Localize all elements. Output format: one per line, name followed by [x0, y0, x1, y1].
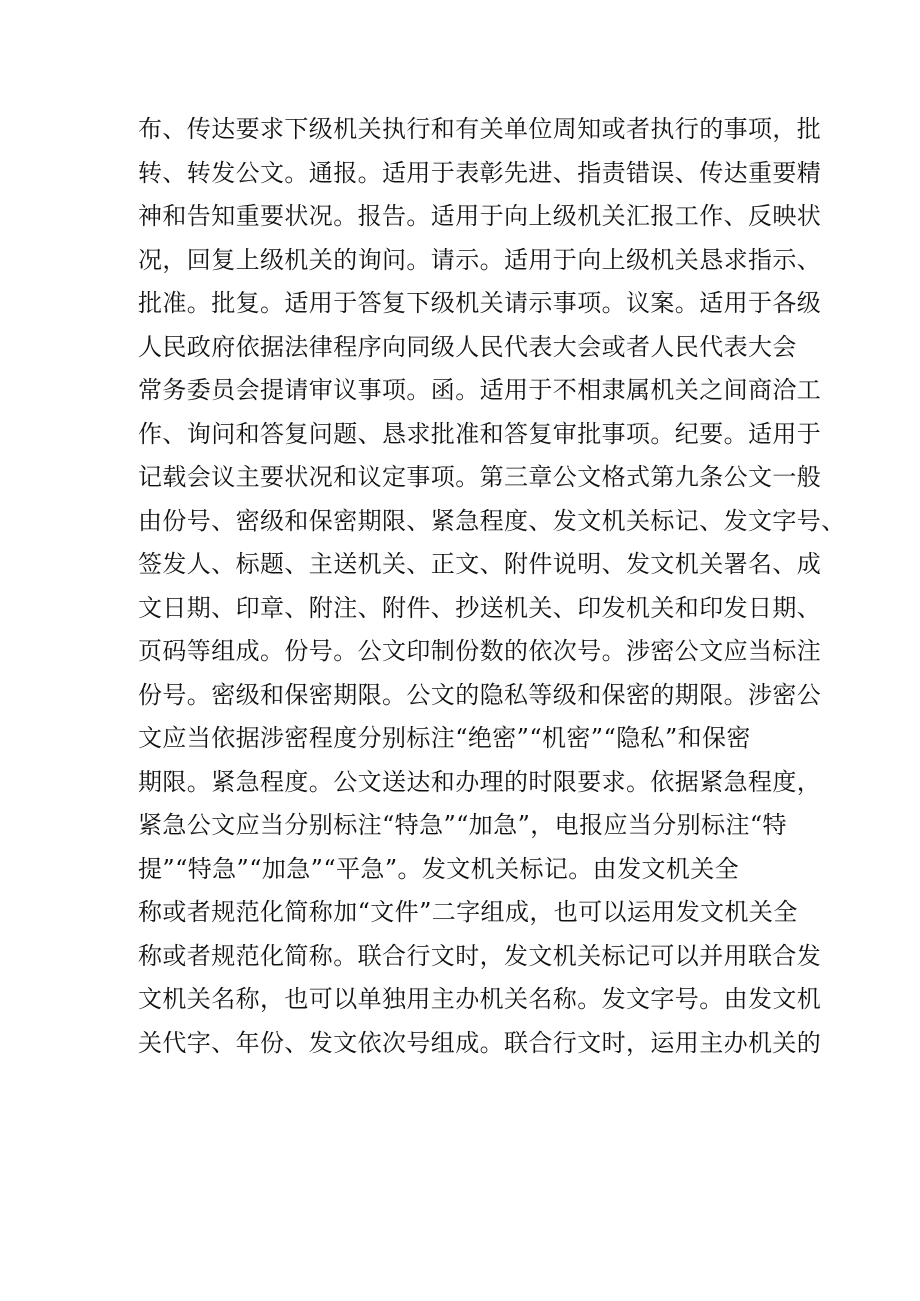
text-line: 布、传达要求下级机关执行和有关单位周知或者执行的事项，批 [138, 115, 822, 143]
text-line: 称或者规范化简称。联合行文时，发文机关标记可以并用联合发 [138, 941, 822, 970]
text-line: 文机关名称，也可以单独用主办机关名称。发文字号。由发文机 [138, 985, 822, 1013]
text-line: 称或者规范化简称加“文件”二字组成，也可以运用发文机关全 [138, 898, 798, 926]
text-line: 作、询问和答复问题、恳求批准和答复审批事项。纪要。适用于 [138, 419, 822, 448]
text-line: 文日期、印章、附注、附件、抄送机关、印发机关和印发日期、 [138, 593, 822, 622]
text-line: 提”“特急”“加急”“平急”。发文机关标记。由发文机关全 [138, 854, 740, 883]
text-line: 常务委员会提请审议事项。函。适用于不相隶属机关之间商洽工 [138, 376, 822, 404]
text-line: 记载会议主要状况和议定事项。第三章公文格式第九条公文一般 [138, 463, 822, 491]
body-text [138, 108, 846, 1065]
text-line: 关代字、年份、发文依次号组成。联合行文时，运用主办机关的 [138, 1028, 822, 1057]
text-line: 签发人、标题、主送机关、正文、附件说明、发文机关署名、成 [138, 550, 822, 578]
text-line: 页码等组成。份号。公文印制份数的依次号。涉密公文应当标注 [138, 637, 822, 665]
text-line: 批准。批复。适用于答复下级机关请示事项。议案。适用于各级 [138, 289, 822, 317]
text-line: 况，回复上级机关的询问。请示。适用于向上级机关恳求指示、 [138, 245, 822, 274]
text-line: 份号。密级和保密期限。公文的隐私等级和保密的期限。涉密公 [138, 680, 822, 709]
text-line: 紧急公文应当分别标注“特急”“加急”，电报应当分别标注“特 [138, 811, 787, 839]
text-line: 神和告知重要状况。报告。适用于向上级机关汇报工作、反映状 [138, 202, 822, 230]
text-line: 期限。紧急程度。公文送达和办理的时限要求。依据紧急程度， [138, 767, 822, 796]
text-line: 由份号、密级和保密期限、紧急程度、发文机关标记、发文字号、 [138, 506, 846, 535]
text-line: 转、转发公文。通报。适用于表彰先进、指责错误、传达重要精 [138, 158, 822, 187]
text-line: 人民政府依据法律程序向同级人民代表大会或者人民代表大会 [138, 332, 797, 361]
text-line: 文应当依据涉密程度分别标注“绝密”“机密”“隐私”和保密 [138, 724, 751, 752]
